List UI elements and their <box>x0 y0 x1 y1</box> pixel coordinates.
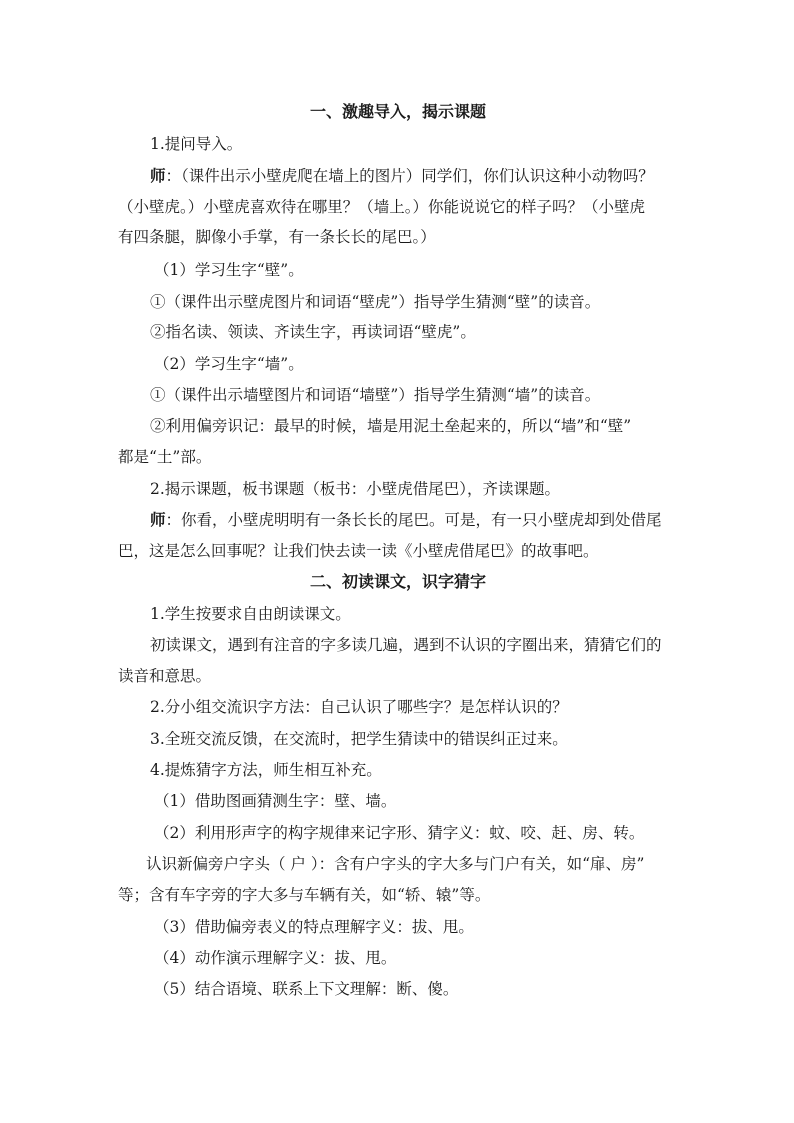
paragraph-continuation: 等；含有车字旁的字大多与车辆有关，如“轿、辕”等。 <box>118 886 491 904</box>
paragraph: ②利用偏旁识记：最早的时候，墙是用泥土垒起来的，所以“墙”和“壁” <box>150 417 632 435</box>
paragraph: （5）结合语境、联系上下文理解：断、傻。 <box>154 980 459 998</box>
paragraph: （2）学习生字“墙”。 <box>154 355 304 373</box>
paragraph-continuation: 都是“土”部。 <box>118 448 212 466</box>
paragraph: 3.全班交流反馈，在交流时，把学生猜读中的错误纠正过来。 <box>150 730 568 748</box>
paragraph: 2.分小组交流识字方法：自己认识了哪些字？是怎样认识的？ <box>150 698 568 716</box>
paragraph-continuation: 有四条腿，脚像小手掌，有一条长长的尾巴。） <box>118 228 436 246</box>
paragraph: 1.提问导入。 <box>150 135 243 153</box>
paragraph: ①（课件出示壁虎图片和词语“壁虎”）指导学生猜测“壁”的读音。 <box>150 293 601 311</box>
paragraph: 1.学生按要求自由朗读课文。 <box>150 605 351 623</box>
paragraph: （1）借助图画猜测生字：壁、墙。 <box>154 792 397 810</box>
paragraph: （4）动作演示理解字义：拔、甩。 <box>154 949 397 967</box>
paragraph: （2）利用形声字的构字规律来记字形、猜字义：蚊、咬、赶、房、转。 <box>154 824 645 842</box>
speaker-label: 师 <box>150 510 166 529</box>
paragraph: 初读课文，遇到有注音的字多读几遍，遇到不认识的字圈出来，猜猜它们的 <box>150 636 662 654</box>
speaker-label: 师 <box>150 166 166 185</box>
section-2-title: 二、初读课文，识字猜字 <box>309 572 486 591</box>
paragraph-teacher-line <box>150 166 654 186</box>
paragraph: 2.揭示课题，板书课题（板书：小壁虎借尾巴），齐读课题。 <box>150 480 561 498</box>
paragraph-text: ：你看，小壁虎明明有一条长长的尾巴。可是，有一只小壁虎却到处借尾 <box>165 511 662 529</box>
paragraph: （3）借助偏旁表义的特点理解字义：拔、甩。 <box>154 918 474 936</box>
paragraph-continuation: 巴，这是怎么回事呢？让我们快去读一读《小壁虎借尾巴》的故事吧。 <box>118 542 599 560</box>
paragraph-continuation: 读音和意思。 <box>118 667 212 685</box>
paragraph: 认识新偏旁户字头（ 户 ）：含有户字头的字大多与门户有关，如“扉、房” <box>146 855 645 873</box>
paragraph: （1）学习生字“壁”。 <box>154 261 304 279</box>
paragraph: ②指名读、领读、齐读生字，再读词语“壁虎”。 <box>150 323 476 341</box>
section-1-title: 一、激趣导入，揭示课题 <box>309 102 486 121</box>
paragraph-text: ：（课件出示小壁虎爬在墙上的图片）同学们，你们认识这种小动物吗？ <box>165 167 654 185</box>
paragraph-continuation: （小壁虎。）小壁虎喜欢待在哪里？（墙上。）你能说说它的样子吗？（小壁虎 <box>118 198 646 216</box>
paragraph: 4.提炼猜字方法，师生相互补充。 <box>150 761 382 779</box>
paragraph: ①（课件出示墙壁图片和词语“墙壁”）指导学生猜测“墙”的读音。 <box>150 386 601 404</box>
paragraph-teacher-line <box>150 510 662 530</box>
